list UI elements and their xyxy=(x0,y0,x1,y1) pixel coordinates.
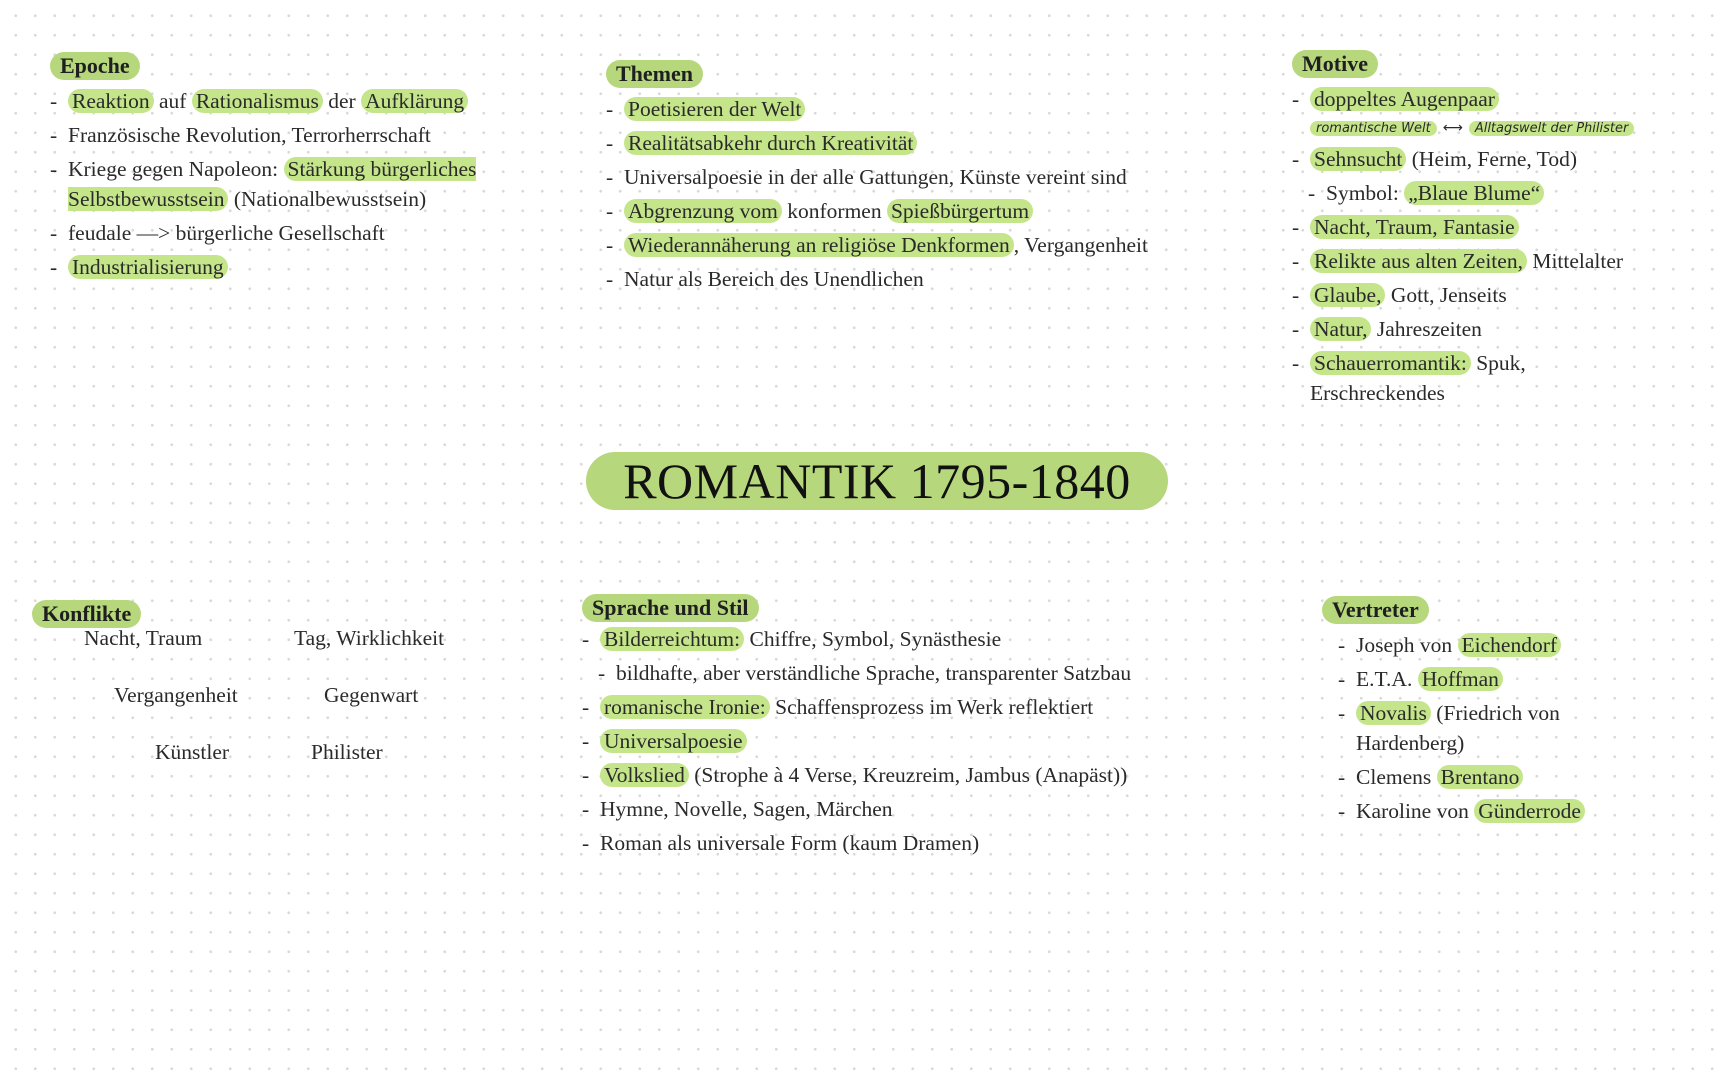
heading-motive: Motive xyxy=(1292,50,1378,78)
list-item: - Universalpoesie xyxy=(582,726,1262,756)
handwritten-note: romantische Welt ⟷ Alltagswelt der Philister xyxy=(1292,114,1712,140)
list-item: - Glaube, Gott, Jenseits xyxy=(1292,280,1712,310)
themen-list xyxy=(606,94,1256,294)
list-item: - Industrialisierung xyxy=(50,252,570,282)
section-themen xyxy=(606,60,1256,298)
list-item: - Kriege gegen Napoleon: Stärkung bürgerliches Selbstbewusstsein (Nationalbewusstsein) xyxy=(50,154,570,214)
page-title: ROMANTIK 1795-1840 xyxy=(586,452,1168,510)
list-item: - doppeltes Augenpaar xyxy=(1292,84,1712,114)
heading-themen: Themen xyxy=(606,60,703,88)
list-item: - Poetisieren der Welt xyxy=(606,94,1256,124)
heading-epoche: Epoche xyxy=(50,52,140,80)
list-item: - Volkslied (Strophe à 4 Verse, Kreuzreim, Jambus (Anapäst)) xyxy=(582,760,1262,790)
konflikt-right: Philister xyxy=(311,740,383,764)
list-item: - Sehnsucht (Heim, Ferne, Tod) xyxy=(1292,144,1712,174)
list-item: - Natur als Bereich des Unendlichen xyxy=(606,264,1256,294)
konflikt-right: Tag, Wirklichkeit xyxy=(294,626,445,650)
list-item: - Roman als universale Form (kaum Dramen) xyxy=(582,828,1262,858)
section-sprache-und-stil xyxy=(582,594,1262,862)
section-vertreter xyxy=(1322,596,1662,830)
list-item: - Clemens Brentano xyxy=(1338,762,1662,792)
list-item: - Universalpoesie in der alle Gattungen, Künste vereint sind xyxy=(606,162,1256,192)
list-item: - Karoline von Günderrode xyxy=(1338,796,1662,826)
list-item: - Symbol: „Blaue Blume“ xyxy=(1292,178,1712,208)
list-item: - Französische Revolution, Terrorherrschaft xyxy=(50,120,570,150)
motive-list xyxy=(1292,84,1712,408)
double-arrow-icon: ⟷ xyxy=(1442,120,1463,136)
list-item: - Wiederannäherung an religiöse Denkformen , Vergangenheit xyxy=(606,230,1256,260)
konflikt-left: Künstler xyxy=(155,740,230,764)
list-item: - Realitätsabkehr durch Kreativität xyxy=(606,128,1256,158)
section-motive xyxy=(1292,50,1712,412)
heading-vertreter: Vertreter xyxy=(1322,596,1429,624)
heading-konflikte: Konflikte xyxy=(32,600,141,628)
vertreter-list xyxy=(1338,630,1662,826)
list-item: - Novalis (Friedrich von Hardenberg) xyxy=(1338,698,1616,758)
list-item: - Schauerromantik: Spuk, Erschreckendes xyxy=(1292,348,1610,408)
section-konflikte xyxy=(32,600,552,780)
list-item: - bildhafte, aber verständliche Sprache, transparenter Satzbau xyxy=(582,658,1262,688)
list-item: - feudale —> bürgerliche Gesellschaft xyxy=(50,218,570,248)
list-item: - Bilderreichtum: Chiffre, Symbol, Synästhesie xyxy=(582,624,1262,654)
list-item: - Hymne, Novelle, Sagen, Märchen xyxy=(582,794,1262,824)
list-item: - Joseph von Eichendorf xyxy=(1338,630,1662,660)
heading-sprache-und-stil: Sprache und Stil xyxy=(582,594,759,622)
sprache-list xyxy=(582,624,1262,858)
list-item: - Nacht, Traum, Fantasie xyxy=(1292,212,1712,242)
epoche-list xyxy=(50,86,570,282)
list-item: - Natur, Jahreszeiten xyxy=(1292,314,1712,344)
konflikt-right: Gegenwart xyxy=(324,683,419,707)
list-item: - romanische Ironie: Schaffensprozess im Werk reflektiert xyxy=(582,692,1262,722)
konflikt-left: Vergangenheit xyxy=(114,683,238,707)
list-item: - Relikte aus alten Zeiten, Mittelalter xyxy=(1292,246,1712,276)
list-item: - E.T.A. Hoffman xyxy=(1338,664,1662,694)
konflikt-left: Nacht, Traum xyxy=(84,626,203,650)
list-item: - Abgrenzung vom konformen Spießbürgertum xyxy=(606,196,1256,226)
list-item: - Reaktion auf Rationalismus der Aufklärung xyxy=(50,86,570,116)
section-epoche xyxy=(50,52,570,286)
